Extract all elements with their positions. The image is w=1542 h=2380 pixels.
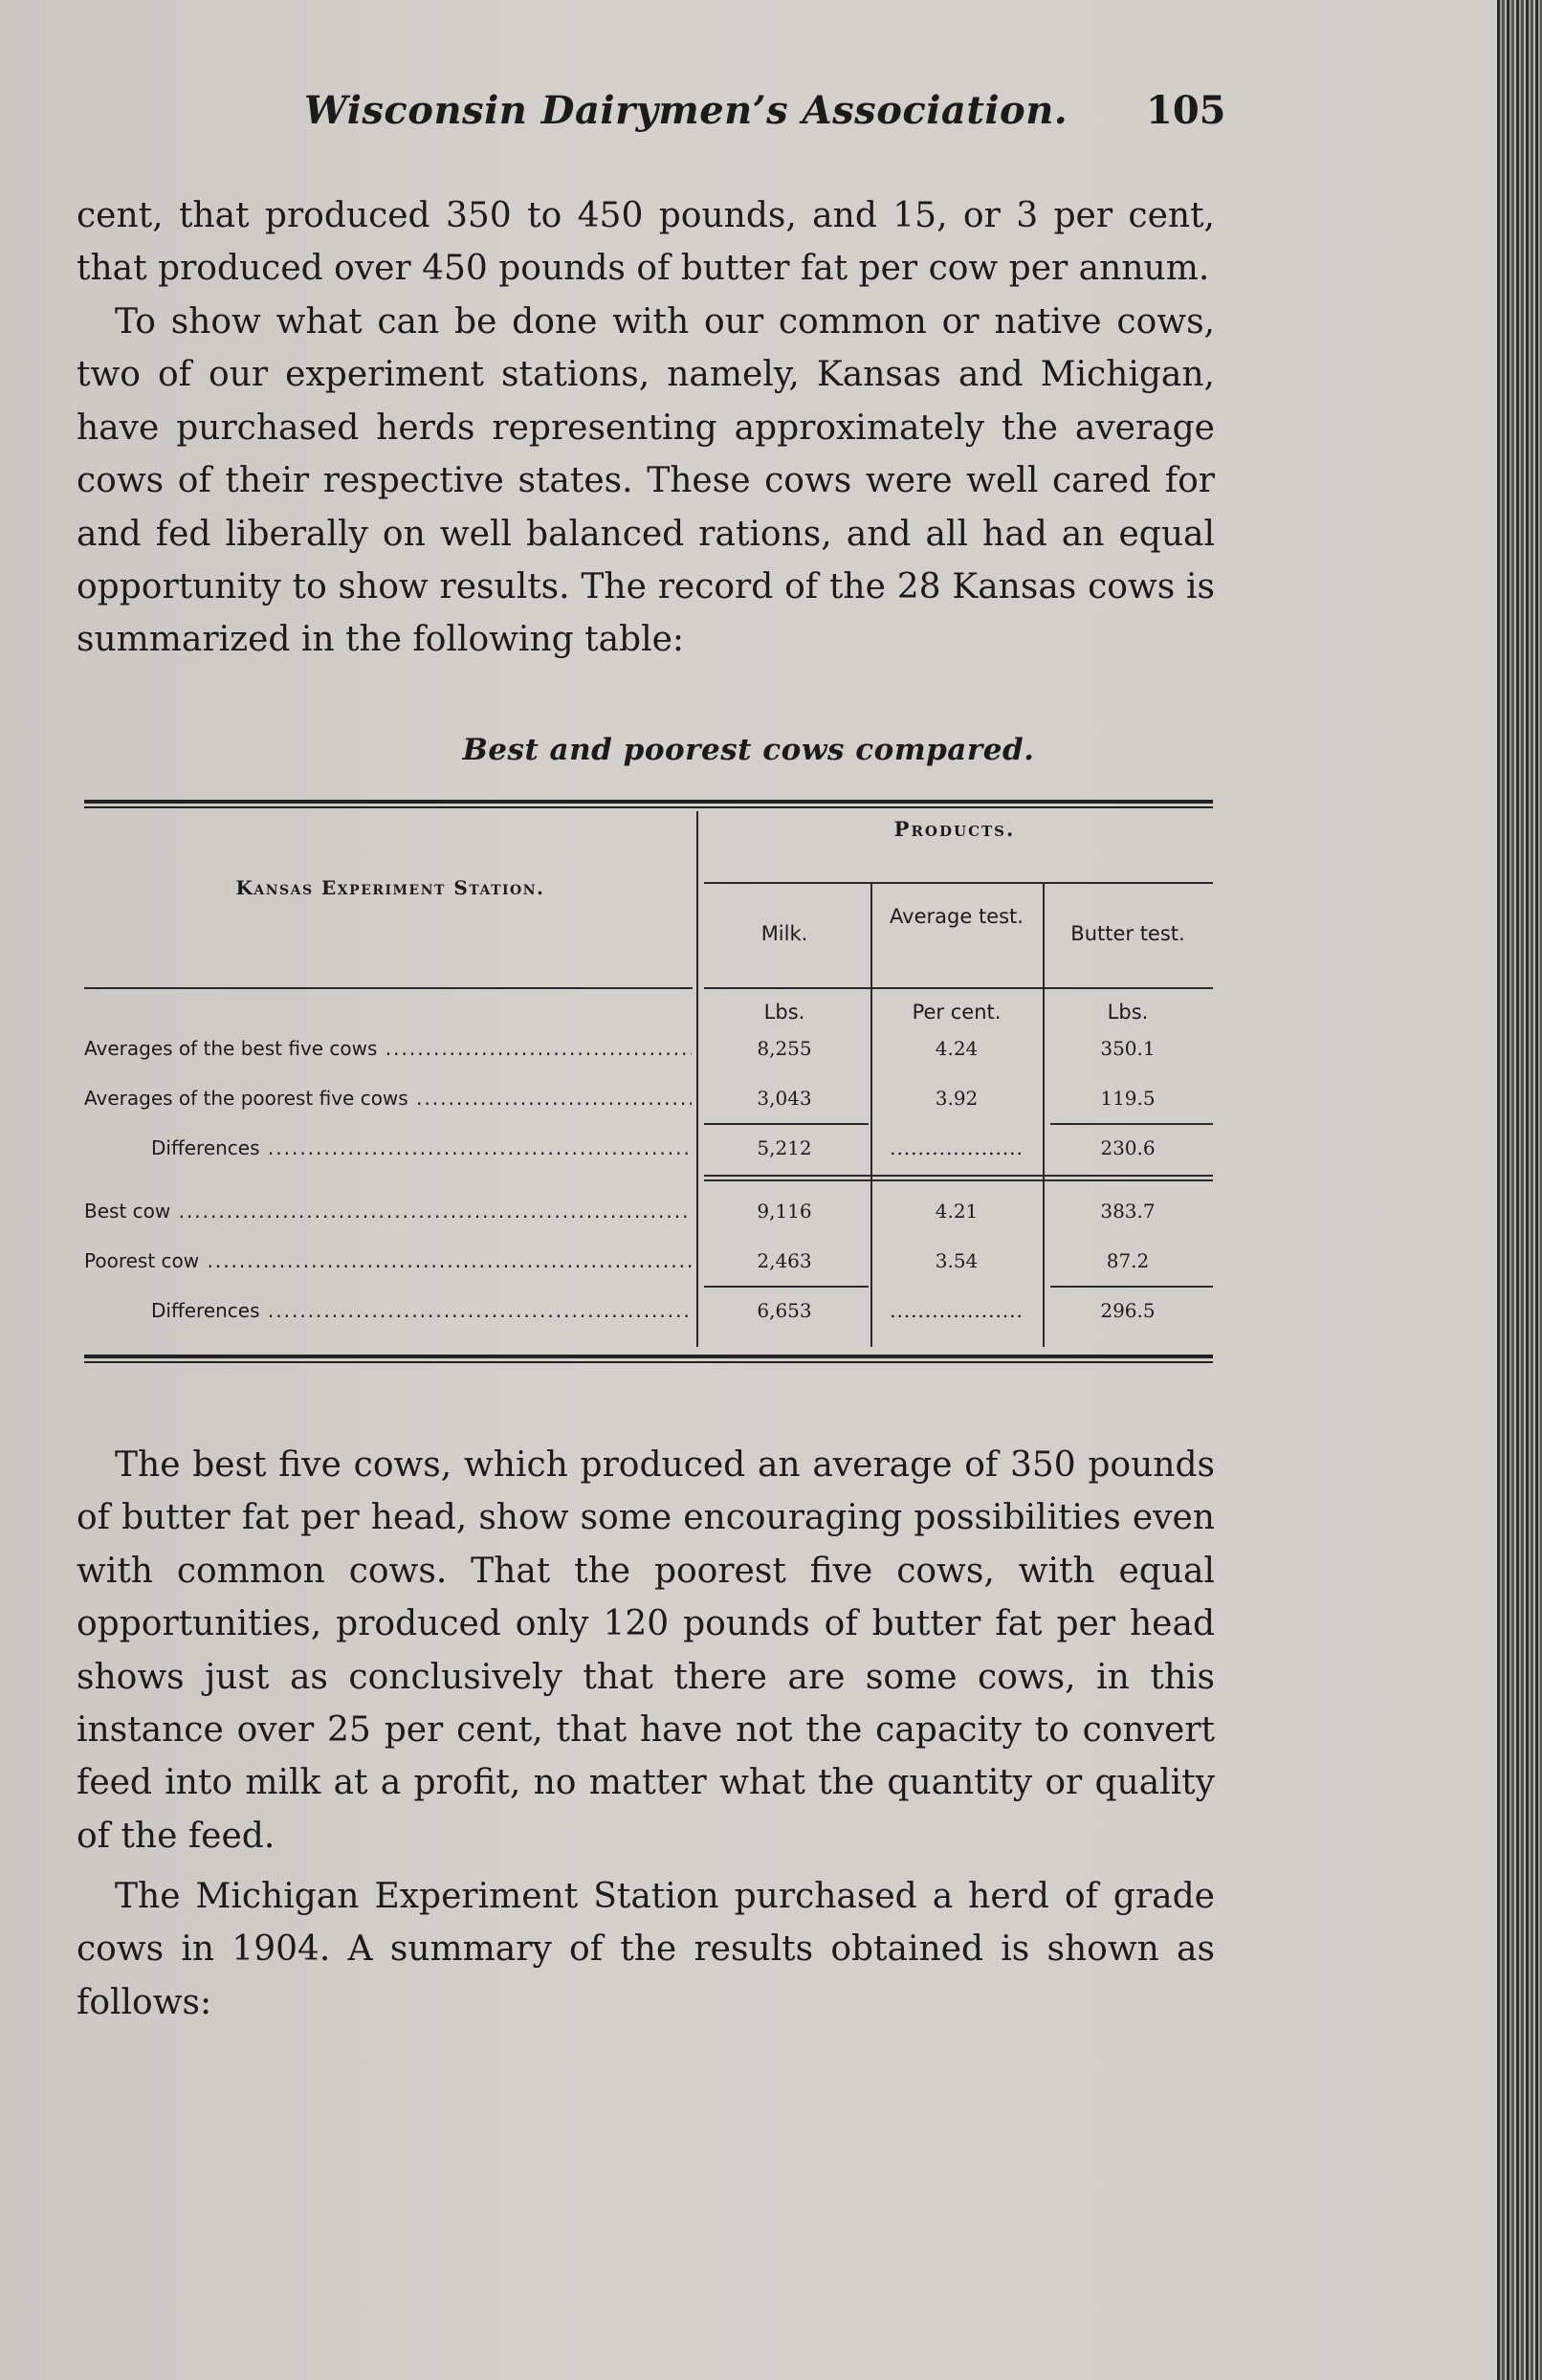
cell-milk: 2,463: [757, 1249, 812, 1272]
station-header: Kansas Experiment Station.: [235, 876, 545, 899]
unit-average-test: Per cent.: [912, 1001, 1002, 1024]
row-label: Best cow .....: [84, 1200, 692, 1223]
data-table: [84, 800, 1213, 1368]
row-label: Averages of the poorest five cows .....: [84, 1087, 692, 1110]
cell-average-test: 4.24: [935, 1037, 979, 1060]
cell-butter-test: 119.5: [1100, 1087, 1156, 1110]
cell-average-test-empty: [870, 1136, 1043, 1159]
unit-milk: Lbs.: [763, 1001, 805, 1024]
column-header-butter-test: Butter test.: [1070, 922, 1185, 945]
book-binding-edge: [1497, 0, 1542, 2380]
cell-butter-test: 296.5: [1100, 1299, 1156, 1322]
table-row: [84, 1136, 1213, 1165]
section-double-rule: [704, 1175, 1213, 1181]
cell-milk: 5,212: [757, 1136, 812, 1159]
running-title: Wisconsin Dairymen’s Association.: [304, 88, 1068, 133]
table-row: [84, 1299, 1213, 1328]
cell-average-test: 3.92: [935, 1087, 979, 1110]
cell-butter-test: 383.7: [1100, 1200, 1156, 1223]
table-bottom-rule: [84, 1355, 1213, 1363]
paragraph-2: To show what can be done with our common or native cows, two of our experiment stations, namely, Kansas and Michigan, have purchased herds representing approximately the average cows of their respective states. These cows were well cared for and fed liberally on well balanced rations, and all had an equal opportunity to show results. The record of the 28 Kansas cows is summarized in the following table:: [77, 302, 1215, 660]
page-header: [0, 88, 1497, 145]
table-row: [84, 1087, 1213, 1115]
row-label: Averages of the best five cows .....: [84, 1037, 692, 1060]
column-header-average-test: Average test.: [890, 905, 1024, 928]
row-label: Differences .....: [151, 1299, 692, 1322]
sum-rule: [704, 1123, 869, 1125]
cell-average-test: 4.21: [935, 1200, 979, 1223]
paragraph-1: cent, that produced 350 to 450 pounds, and 15, or 3 per cent, that produced over 450 pounds of butter fat per cow per annum.: [77, 196, 1215, 289]
sum-rule: [1050, 1286, 1213, 1288]
sum-rule: [704, 1286, 869, 1288]
cell-butter-test: 350.1: [1100, 1037, 1156, 1060]
row-label: Poorest cow .....: [84, 1249, 692, 1272]
header-rule: [704, 987, 1213, 989]
cell-milk: 9,116: [757, 1200, 812, 1223]
table-row: [84, 1249, 1213, 1278]
paragraph-3: The best five cows, which produced an average of 350 pounds of butter fat per head, show some encouraging possibilities even with common cows. That the poorest five cows, with equal opportunities, produced only 120 pounds of butter fat per head shows just as conclusively that there are some cows, in this instance over 25 per cent, that have not the capacity to convert feed into milk at a profit, no matter what the quantity or quality of the feed.: [77, 1445, 1215, 1856]
row-label: Differences .....: [151, 1136, 692, 1159]
cell-milk: 3,043: [757, 1087, 812, 1110]
table-row: [84, 1200, 1213, 1228]
table-top-rule: [84, 800, 1213, 808]
cell-milk: 6,653: [757, 1299, 812, 1322]
header-rule: [84, 987, 693, 989]
page-number: 105: [1146, 88, 1226, 133]
table-caption: Best and poorest cows compared.: [462, 733, 1035, 767]
sum-rule: [1050, 1123, 1213, 1125]
table-row: [84, 1037, 1213, 1066]
cell-average-test: 3.54: [935, 1249, 979, 1272]
column-header-milk: Milk.: [760, 922, 808, 945]
cell-milk: 8,255: [757, 1037, 812, 1060]
unit-butter-test: Lbs.: [1107, 1001, 1149, 1024]
paragraph-4: The Michigan Experiment Station purchased a herd of grade cows in 1904. A summary of the results obtained is shown as follows:: [77, 1877, 1215, 2022]
products-header: Products.: [893, 817, 1016, 841]
products-rule: [704, 882, 1213, 884]
cell-average-test-empty: [870, 1299, 1043, 1322]
cell-butter-test: 230.6: [1100, 1136, 1156, 1159]
cell-butter-test: 87.2: [1106, 1249, 1150, 1272]
